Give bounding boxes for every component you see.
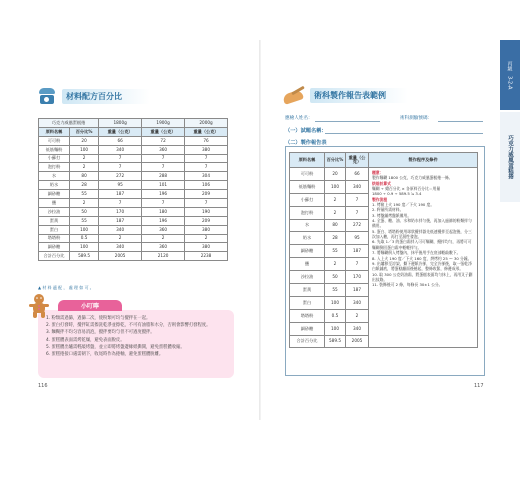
procedure-heading: 製作流程 [372,196,388,202]
column-header: 百分比% [70,127,99,136]
table-cell: 2238 [185,252,228,261]
table-cell: 55 [325,284,346,297]
table-cell: 7 [99,154,142,163]
table-cell: 泡打粉 [39,163,70,172]
table-cell: 2 [142,234,185,243]
table-cell: 187 [99,216,142,225]
procedure-step: 2. 秤量所需材料。 [372,207,404,213]
table-cell: 鹽 [290,258,325,271]
table-row [39,207,228,216]
recipe-tab: 巧克力威風蛋糕捲 [500,112,520,202]
procedure-cell [369,168,478,348]
table-cell: 蛋黃 [39,216,70,225]
table-cell: 細砂糖 [290,245,325,258]
column-header: 原料名稱 [290,153,325,168]
tip-item: 3. 麵糊拌不均匀容易消泡，攪拌要均勻但不可過度攪拌。 [46,330,155,336]
table-row [39,243,228,252]
table-cell: 0.5 [325,309,346,322]
table-cell: 380 [185,225,228,234]
table-row [39,225,228,234]
tip-item: 5. 蛋糕體出爐需輕敲烤盤，並立即將烤盤邊緣紙撕開，避免蛋糕體收縮。 [46,344,185,350]
table-cell: 細砂糖 [39,190,70,199]
column-header: 製作程序及條件 [369,153,478,168]
left-page-number: 116 [38,383,48,389]
column-header: 百分比% [325,153,346,168]
table-cell: 360 [142,225,185,234]
column-header: 重量（公克） [99,127,142,136]
table-cell: 7 [99,163,142,172]
tips-tab: 小叮嚀 [58,300,122,311]
table-cell: 小蘇打 [39,154,70,163]
table-cell: 209 [185,190,228,199]
table-cell: 7 [346,206,369,219]
table-cell: 95 [99,181,142,190]
table-cell: 鹽 [39,199,70,208]
table-cell: 76 [185,136,228,145]
table-cell: 2005 [99,252,142,261]
table-row [39,181,228,190]
table-cell: 2 [99,234,142,243]
table-cell: 20 [70,136,99,145]
table-cell: 66 [99,136,142,145]
table-cell: 塔塔粉 [39,234,70,243]
candidate-number-label: 術科測驗號碼： [400,116,433,121]
table-cell: 28 [325,232,346,245]
table-row [39,154,228,163]
table-cell: 小蘇打 [290,193,325,206]
table-cell: 細砂糖 [39,243,70,252]
table-row [39,199,228,208]
table-cell: 272 [346,219,369,232]
table-cell: 100 [325,322,346,335]
table-cell: 170 [346,271,369,284]
candidate-name-label: 應檢人姓名： [285,116,313,121]
table-cell: 340 [99,145,142,154]
table-cell: 360 [142,145,185,154]
table-cell: 2 [346,309,369,322]
column-header: 重量（公克） [142,127,185,136]
table-cell: 196 [142,190,185,199]
table-cell: 水 [290,219,325,232]
bread-rolling-pin-icon [283,89,305,103]
table-cell: 106 [185,181,228,190]
left-section-header [38,88,150,104]
table-cell: 2 [185,234,228,243]
table-cell: 沙拉油 [290,271,325,284]
table-cell: 272 [99,172,142,181]
table-cell: 2 [325,193,346,206]
table-cell: 7 [142,163,185,172]
table-cell: 589.5 [70,252,99,261]
table-cell: 196 [142,216,185,225]
table-row [39,172,228,181]
table-cell: 低筋麵粉 [39,145,70,154]
table-row [39,136,228,145]
table-cell: 340 [346,180,369,193]
column-header: 原料名稱 [39,127,70,136]
table-row [39,145,228,154]
table-cell: 304 [185,172,228,181]
table-cell: 7 [185,163,228,172]
table-cell: 209 [185,216,228,225]
table-cell: 340 [346,322,369,335]
table-row [39,163,228,172]
table-cell: 水 [39,172,70,181]
table-cell: 7 [99,199,142,208]
procedure-step: 8. 入上火 190 度／下火 160 度，烘烤約 25 ～ 30 分鐘。 [372,255,472,261]
procedure-heading: 烘焙計算式 [372,180,391,186]
tips-list [46,315,230,358]
table-cell: 泡打粉 [290,206,325,219]
report-table [289,152,478,348]
table-cell: 可可粉 [290,168,325,181]
right-section-header [283,88,408,103]
candidate-number-line [438,121,483,122]
table-cell: 589.5 [325,335,346,348]
exam-title-line [325,133,483,134]
table-cell: 7 [142,154,185,163]
table-cell: 0.5 [70,234,99,243]
table-cell: 100 [70,225,99,234]
candidate-name-line [315,121,380,122]
ingredient-ratio-table [38,118,228,261]
table-cell: 170 [99,207,142,216]
table-cell: 7 [185,154,228,163]
table-cell: 蛋白 [39,225,70,234]
report-table-label: （二）製作報告表 [285,140,327,146]
procedure-step: 7. 將麵糊倒入烤盤內，抹平後用手在底部輕敲數下。 [372,250,461,256]
table-cell: 2 [70,199,99,208]
tip-item: 4. 蛋糕體表面需烤乾燥，避免表面脫皮。 [46,337,125,343]
right-page-number: 117 [474,383,484,389]
table-cell: 50 [325,271,346,284]
table-cell: 340 [346,296,369,309]
book-gutter [259,40,261,420]
column-header: 重量（公克） [346,153,369,168]
table-cell: 塔塔粉 [290,309,325,322]
table-cell: 沙拉油 [39,207,70,216]
table-cell: 蛋白 [290,296,325,309]
table-cell: 7 [346,258,369,271]
procedure-step: 10. 取 300 公克奶油霜，將蛋糕表面均勻抹上，再用叉子劃出紋路。 [372,271,473,282]
table-cell: 340 [99,243,142,252]
table-cell: 55 [325,245,346,258]
table-row [39,216,228,225]
table-cell: 101 [142,181,185,190]
table-cell: 380 [185,243,228,252]
table-cell: 2 [325,206,346,219]
table-cell: 2 [325,258,346,271]
table-cell: 50 [70,207,99,216]
size-header: 1800g [99,119,142,128]
table-cell: 7 [185,199,228,208]
table-cell: 72 [142,136,185,145]
table-cell: 80 [70,172,99,181]
tip-item: 2. 蛋白打發時，攪拌缸需擦洗乾淨並擦乾，不可有油脂和水分，否則會影響打發程度。 [46,323,211,329]
exam-title-label: （一）試題名稱： [285,128,327,134]
procedure-step: 11. 裝飾後可 2 條，每條長 30±1 公分。 [372,282,443,288]
column-header: 重量（公克） [185,127,228,136]
kitchen-scale-icon [38,88,56,104]
table-cell: 2 [70,163,99,172]
table-row [39,234,228,243]
table-cell: 100 [325,180,346,193]
table-cell: 可可粉 [39,136,70,145]
table-cell: 180 [142,207,185,216]
left-section-title: 材料配方百分比 [62,89,150,104]
size-header: 2000g [185,119,228,128]
table-row [39,190,228,199]
table-cell: 288 [142,172,185,181]
procedure-step: 5. 蛋白、塔塔粉使用球狀攪拌器先低速攪拌至起泡後，分三次加入糖，再打至濕性發泡。 [372,228,472,240]
procedure-text: 麵糊 ÷ 總百分比 × 各原料百分比＝用量 [372,186,441,192]
table-cell: 187 [99,190,142,199]
table-cell: 7 [142,199,185,208]
tip-item: 1. 粉類需過篩，過篩二次，使粉類可均勻攪拌在一起。 [46,316,151,321]
table-cell: 28 [70,181,99,190]
table-cell: 蛋黃 [290,284,325,297]
table-cell: 合計百分比 [39,252,70,261]
size-header: 1900g [142,119,185,128]
table-cell: 2005 [346,335,369,348]
table-cell: 80 [325,219,346,232]
table-cell: 20 [325,168,346,181]
tip-item: 6. 蛋糕捲接口處需朝下，收尾時作為捲軸，避免蛋糕體脫離。 [46,352,164,358]
table-cell: 奶水 [290,232,325,245]
table-cell: 95 [346,232,369,245]
procedure-step: 1. 烤箱上火 190 度／下火 190 度。 [372,202,435,208]
table-cell: 奶水 [39,181,70,190]
procedure-step: 3. 烤盤鋪烤盤紙備用。 [372,212,412,218]
procedure-step: 9. 出爐移至涼架，撕下邊紙冷卻，完全冷卻後，取一張乾淨白紙鋪底，將蛋糕翻面後捲起，整條收緊，修邊成形。 [372,260,472,272]
table-cell: 340 [99,225,142,234]
table-cell: 187 [346,245,369,258]
table-cell: 55 [70,216,99,225]
table-cell: 7 [346,193,369,206]
chapter-tab: 丙級 3-2-A [500,40,520,110]
procedure-step: 6. 先取 1／3 的蛋白霜拌入可可麵糊，攪拌均勻，再將可可麵糊倒回蛋白霜中輕輕拌勻。 [372,239,472,250]
table-cell: 380 [185,145,228,154]
procedure-step: 4. 全蛋、糖、油、水和奶水拌勻後，再加入過篩的粉類拌勻備用。 [372,218,472,229]
table-note: ▲ 材 料 適 配 ， 處 理 如 可 。 [38,285,94,290]
procedure-heading: 題意： [372,170,384,175]
table-cell: 低筋麵粉 [290,180,325,193]
table-row [39,252,228,261]
table-cell: 2120 [142,252,185,261]
table-cell: 190 [185,207,228,216]
procedure-text: 製作麵糊 1800 公克，巧克力威風蛋糕捲一條。 [372,175,453,181]
table-cell: 66 [346,168,369,181]
table-cell: 360 [142,243,185,252]
table-cell: 合計百分比 [290,335,325,348]
procedure-text: 1800 ÷ 0.9 ÷ 589.5 ≒ 3.4 [372,191,422,197]
table-cell: 55 [70,190,99,199]
table-cell: 100 [70,145,99,154]
table-row [290,168,478,181]
table-cell: 100 [325,296,346,309]
table-cell: 2 [70,154,99,163]
table-cell: 細砂糖 [290,322,325,335]
table-caption: 巧克力威風蛋糕捲 [39,119,99,128]
right-section-title: 術科製作報告表範例 [310,88,408,103]
table-cell: 187 [346,284,369,297]
table-cell: 100 [70,243,99,252]
